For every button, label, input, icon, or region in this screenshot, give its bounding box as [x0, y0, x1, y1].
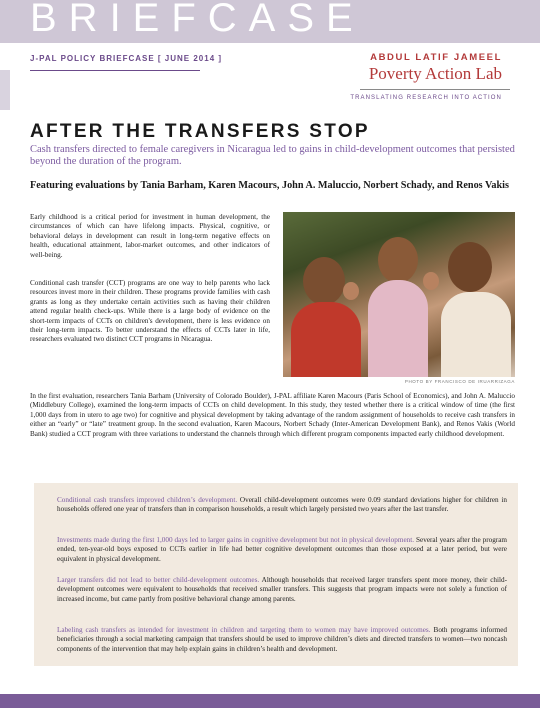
- photo-child-face: [378, 237, 418, 283]
- photo-hand: [343, 282, 359, 300]
- photo-child-face: [303, 257, 345, 305]
- key-result-lead: Labeling cash transfers as intended for investment in children and targeting them to women may have improved outcomes.: [57, 626, 431, 634]
- key-result-text: Overall child-development outcomes were 0.09 standard deviations higher for children in households offered one year of transfers than in comparison households, a result which largely persisted two years after the last transfer.: [57, 496, 507, 514]
- org-divider: [360, 89, 510, 90]
- key-result-lead: Investments made during the first 1,000 days led to larger gains in cognitive development but not in physical development.: [57, 536, 415, 544]
- key-result-text: Both programs informed beneficiaries through a social marketing campaign that transfers should be used to improve children’s diets and directed transfers to women—two noncash components of the intervention that may help explain gains in children’s health and development.: [57, 626, 507, 653]
- side-accent: [0, 70, 10, 110]
- evaluations-paragraph: In the first evaluation, researchers Tania Barham (University of Colorado Boulder), J-PAL affiliate Karen Macours (Paris School of Economics), and John A. Maluccio (Middlebury College), examined the long-term impacts of CCTs on child development. In this study, they tested whether there is a critical window of time (the first 1,000 days from in utero to age two) for cognitive and physical development by taking advantage of the random assignment of households to receive cash transfers in either an “early” or “late” treatment group. In the second evaluation, Karen Macours, Norbert Schady (Inter-American Development Bank), and Renos Vakis (World Bank) studied a CCT program with three variations to understand the channels through which different program components impacted early childhood development.: [30, 392, 515, 438]
- children-photo: [283, 212, 515, 377]
- featuring-line: Featuring evaluations by Tania Barham, Karen Macours, John A. Maluccio, Norbert Schady, and Renos Vakis: [30, 180, 509, 191]
- key-result-item: [57, 576, 507, 604]
- page-title: AFTER THE TRANSFERS STOP: [30, 121, 370, 142]
- page-subtitle: Cash transfers directed to female caregivers in Nicaragua led to gains in child-development outcomes that persisted beyond the duration of the program.: [30, 144, 515, 167]
- org-tagline: TRANSLATING RESEARCH INTO ACTION: [350, 95, 502, 101]
- footer-band: [0, 694, 540, 708]
- intro-paragraph: Early childhood is a critical period for investment in human development, the circumstances of which can have lifelong impacts. Physical, cognitive, or behavioral delays in development can result in long-term negative effects on health, educational attainment, labor-market outcomes, and other indicators of well-being.: [30, 213, 270, 259]
- key-result-lead: Larger transfers did not lead to better child-development outcomes.: [57, 576, 260, 584]
- key-result-item: [57, 536, 507, 564]
- org-name-line1: ABDUL LATIF JAMEEL: [370, 52, 502, 63]
- org-name-line2: Poverty Action Lab: [368, 64, 502, 83]
- photo-child-shirt: [441, 292, 511, 377]
- key-result-text: Although households that received larger transfers spent more money, their child-development outcomes were equivalent to households that received smaller transfers. This suggests that program impacts were not solely a function of increased income, but came partly from positive behavioral change among parents.: [57, 576, 508, 603]
- briefcase-wordmark: BRIEFCASE: [30, 0, 365, 40]
- key-result-text: Several years after the program ended, ten-year-old boys exposed to CCTs earlier in life had better cognitive development outcomes than those exposed at a later period, but were equivalent in physical development.: [57, 536, 508, 563]
- key-result-item: [57, 626, 507, 654]
- photo-child-face: [448, 242, 492, 292]
- key-result-item: [57, 496, 507, 515]
- masthead-band: [0, 0, 540, 43]
- photo-hand: [423, 272, 439, 290]
- cct-paragraph: Conditional cash transfer (CCT) programs are one way to help parents who lack resources invest more in their children. These programs provide families with cash grants as long as they undertake certain activities such as having their children attend regular health check-ups. While there is a large body of evidence on the short-term impacts of CCTs on children's development, there is less evidence on their long-term impacts. To better understand the effects of CCTs later in life, researchers evaluated two distinct CCT programs in Nicaragua.: [30, 279, 270, 344]
- key-result-lead: Conditional cash transfers improved children’s development.: [57, 496, 238, 504]
- photo-child-dress: [368, 280, 428, 377]
- photo-credit: PHOTO BY FRANCISCO DE IRUARRIZAGA: [404, 379, 515, 384]
- photo-child-shirt: [291, 302, 361, 377]
- series-label: J-PAL POLICY BRIEFCASE [ JUNE 2014 ]: [30, 54, 223, 63]
- series-divider: [30, 70, 200, 71]
